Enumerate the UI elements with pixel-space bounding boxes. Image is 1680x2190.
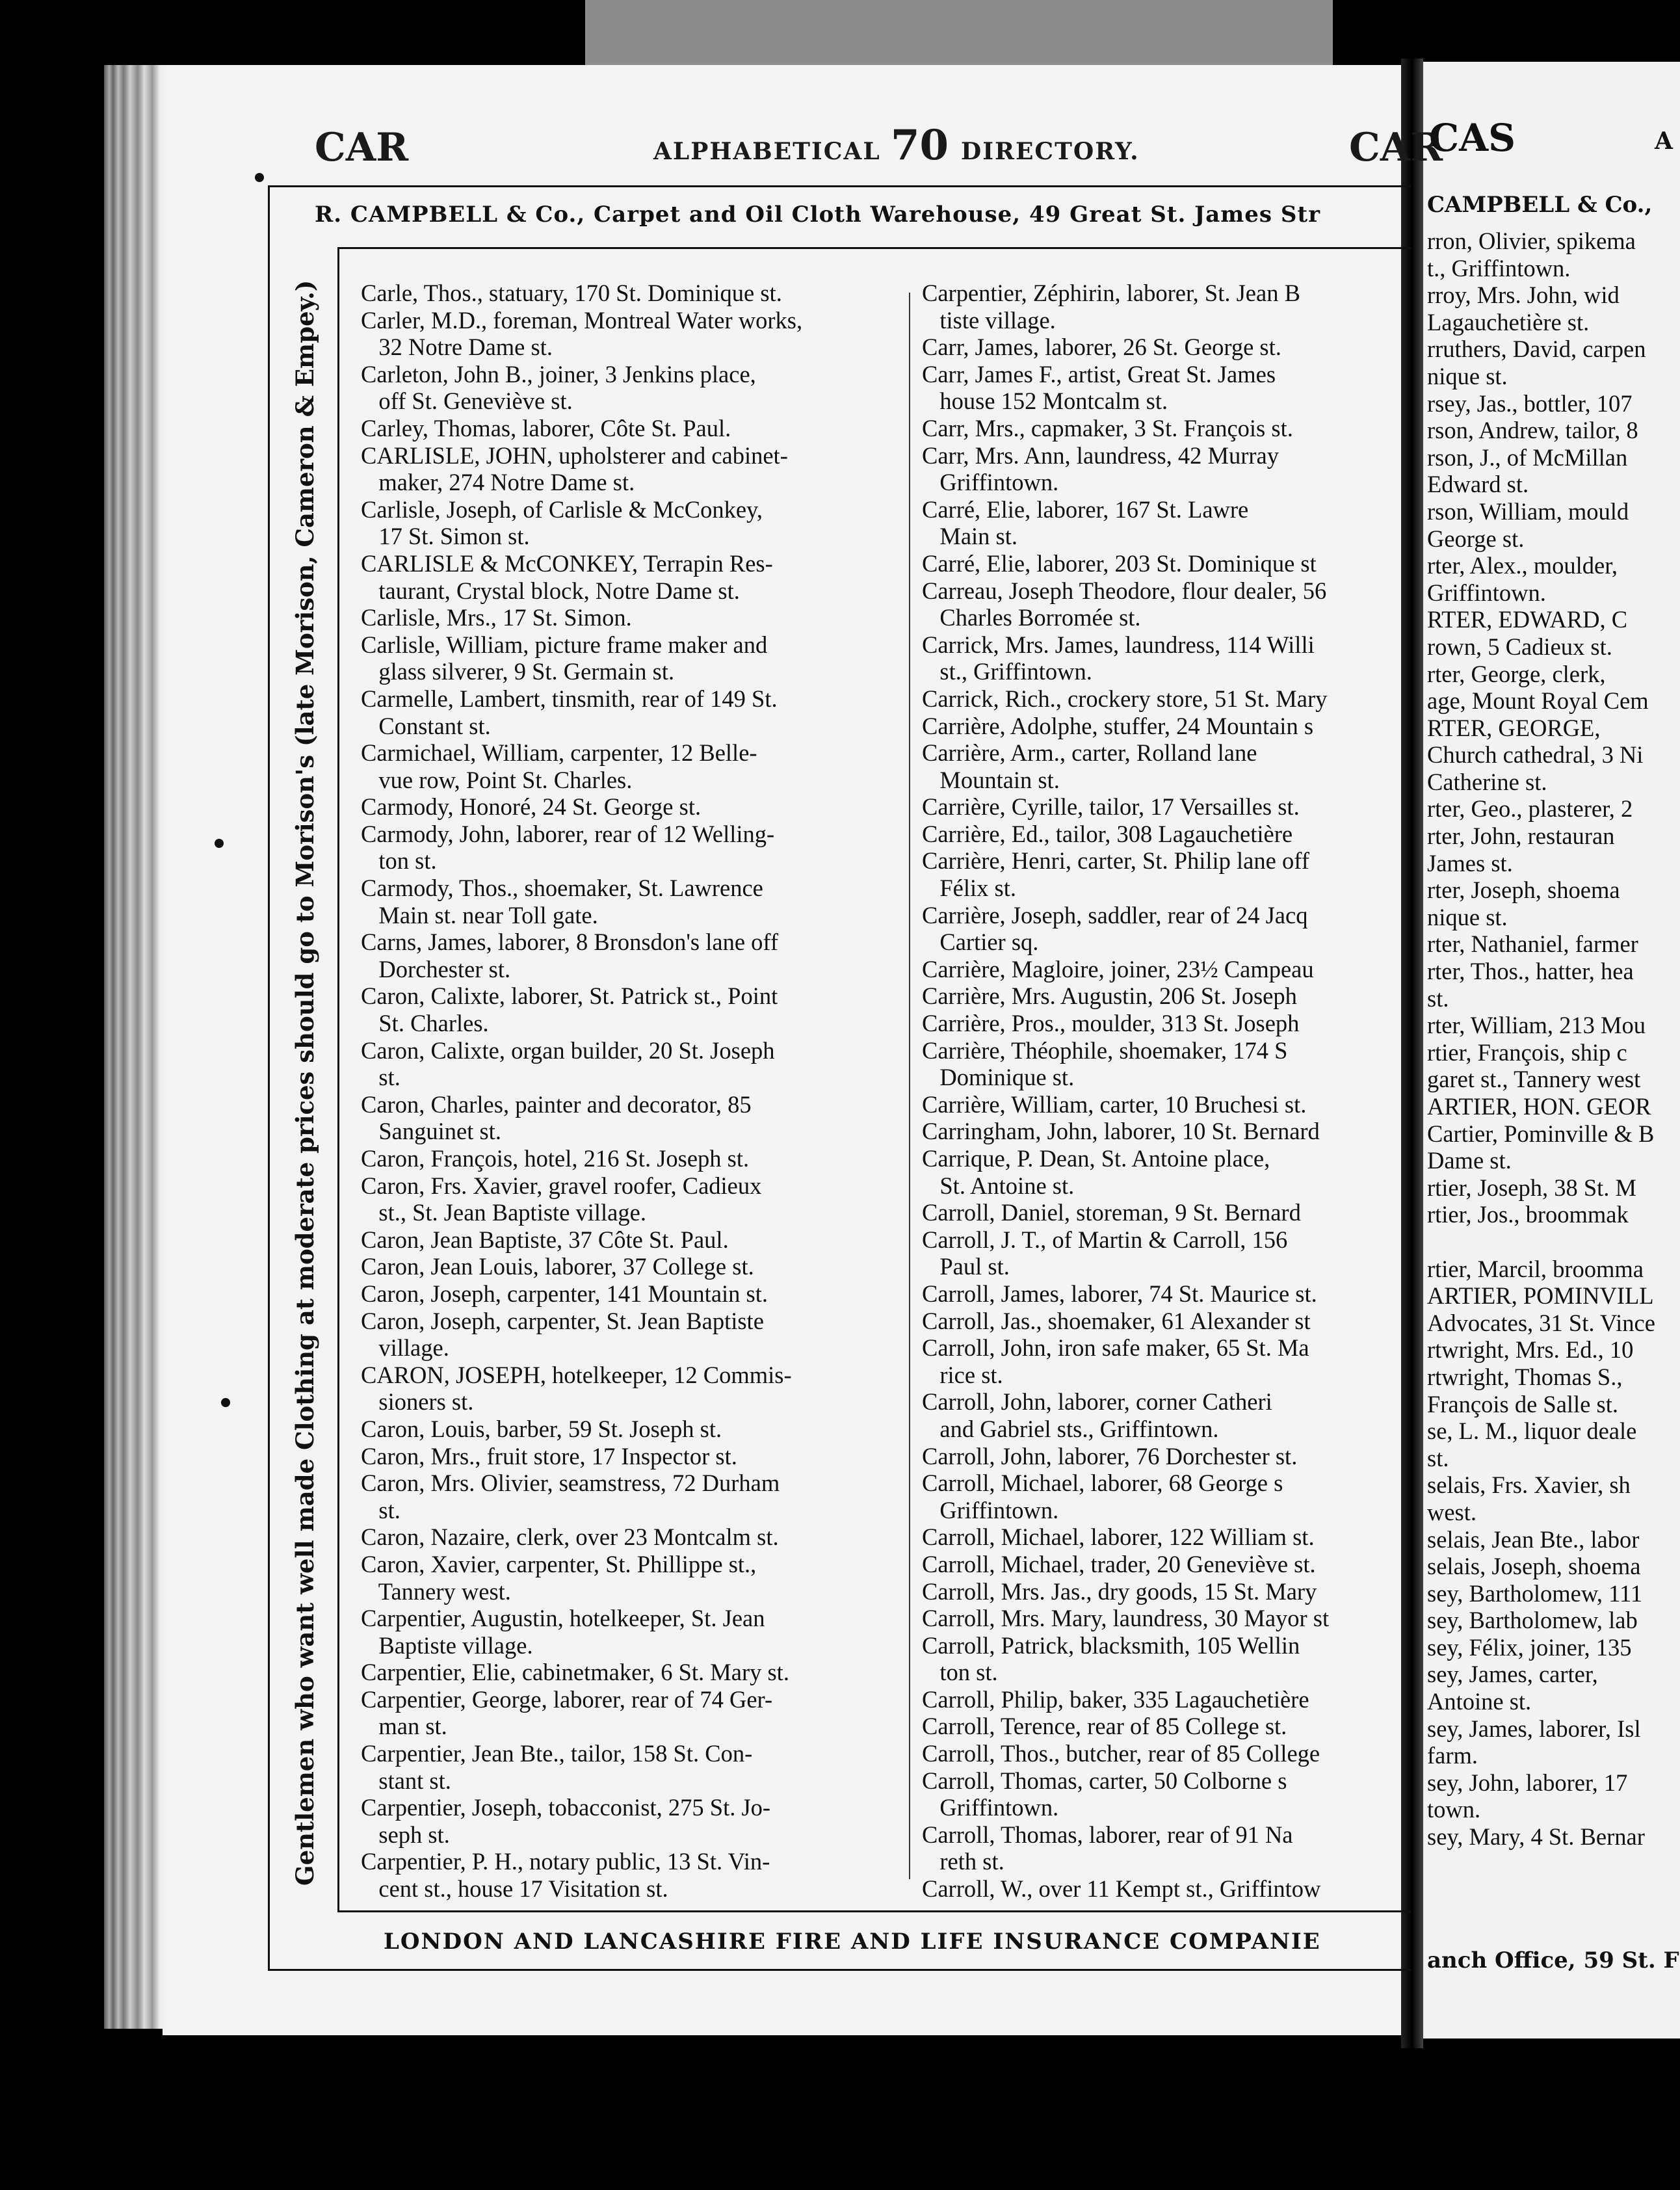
directory-entry-line: rter, Joseph, shoema <box>1427 877 1620 904</box>
directory-entry-line: St. Antoine st. <box>922 1172 1075 1199</box>
directory-entry-line: Carrière, Magloire, joiner, 23½ Campeau <box>922 955 1314 983</box>
directory-entry-line: Carrière, Joseph, saddler, rear of 24 Jacq <box>922 901 1308 929</box>
directory-entry-line: Advocates, 31 St. Vince <box>1427 1309 1655 1336</box>
directory-entry-line: Carler, M.D., foreman, Montreal Water works, <box>361 306 803 334</box>
directory-entry-line: nique st. <box>1427 903 1508 930</box>
directory-entry-line: Félix st. <box>922 875 1017 902</box>
directory-entry-line: Carrière, Arm., carter, Rolland lane <box>922 739 1257 767</box>
directory-entry-line: ton st. <box>922 1659 998 1686</box>
directory-entry-line: west. <box>1427 1498 1477 1525</box>
directory-entry-line: Carrique, P. Dean, St. Antoine place, <box>922 1145 1270 1172</box>
directory-entry-line: Caron, François, hotel, 216 St. Joseph st. <box>361 1145 750 1172</box>
directory-entry-line: Carroll, Daniel, storeman, 9 St. Bernard <box>922 1199 1301 1226</box>
directory-entry-line: Tannery west. <box>361 1577 511 1605</box>
directory-entry-line: tiste village. <box>922 306 1056 334</box>
directory-entry-line: Carroll, Mrs. Mary, laundress, 30 Mayor st <box>922 1605 1330 1632</box>
ink-spot <box>215 839 224 848</box>
directory-entry-line: Griffintown. <box>922 469 1059 496</box>
directory-entry-line: Catherine st. <box>1427 768 1547 795</box>
directory-entry-line: Baptiste village. <box>361 1631 533 1659</box>
directory-entry-line: Carroll, W., over 11 Kempt st., Griffintow <box>922 1875 1321 1903</box>
directory-entry-line: Dorchester st. <box>361 955 511 983</box>
directory-entry-line: Carroll, Thos., butcher, rear of 85 College <box>922 1740 1320 1767</box>
directory-entry-line: Carmelle, Lambert, tinsmith, rear of 149 St. <box>361 685 778 712</box>
directory-entry-line: village. <box>361 1334 449 1362</box>
directory-entry-line: Carrière, Ed., tailor, 308 Lagauchetière <box>922 820 1293 847</box>
directory-entry-line: selais, Jean Bte., labor <box>1427 1525 1640 1553</box>
directory-entry-line: taurant, Crystal block, Notre Dame st. <box>361 577 740 604</box>
directory-entry-line: rruthers, David, carpen <box>1427 336 1646 363</box>
directory-entry-line: rron, Olivier, spikema <box>1427 228 1636 254</box>
directory-entry-line: stant st. <box>361 1767 451 1794</box>
directory-entry-line: Carroll, John, iron safe maker, 65 St. Ma <box>922 1334 1309 1362</box>
right-page-running-head: CAS <box>1429 116 1516 160</box>
directory-entry-line: maker, 274 Notre Dame st. <box>361 469 635 496</box>
directory-entry-line: sey, Mary, 4 St. Bernar <box>1427 1823 1645 1851</box>
directory-entry-line: Carringham, John, laborer, 10 St. Bernard <box>922 1118 1320 1145</box>
directory-entry-line: Carroll, John, laborer, 76 Dorchester st. <box>922 1442 1298 1470</box>
directory-entry-line: Griffintown. <box>1427 579 1546 606</box>
directory-entry-line: Caron, Calixte, organ builder, 20 St. Joseph <box>361 1036 775 1064</box>
directory-column-a <box>361 280 894 1903</box>
directory-entry-line: St. Charles. <box>361 1010 489 1037</box>
directory-entry-line: Carroll, Jas., shoemaker, 61 Alexander st <box>922 1307 1311 1334</box>
directory-entry-line: Carpentier, P. H., notary public, 13 St. Vin- <box>361 1848 770 1875</box>
directory-entry-line: Carpentier, Joseph, tobacconist, 275 St. Jo- <box>361 1794 771 1821</box>
right-page-advertisement: CAMPBELL & Co., <box>1427 192 1653 218</box>
directory-entry-line: rice st. <box>922 1361 1003 1388</box>
directory-entry-line: Carlisle, William, picture frame maker and <box>361 631 768 658</box>
running-head-right: CAR <box>1349 125 1443 170</box>
directory-entry-line: CARLISLE & McCONKEY, Terrapin Res- <box>361 549 773 577</box>
directory-entry-line: Lagauchetière st. <box>1427 308 1590 336</box>
directory-entry-line: rtier, Marcil, broomma <box>1427 1255 1644 1282</box>
directory-entry-line: Carrière, Théophile, shoemaker, 174 S <box>922 1036 1288 1064</box>
directory-entry-line: rsey, Jas., bottler, 107 <box>1427 389 1633 417</box>
directory-entry-line: man st. <box>361 1713 447 1740</box>
directory-entry-line: ton st. <box>361 847 437 875</box>
scan-top-shadow <box>585 0 1333 72</box>
directory-entry-line: Carroll, Mrs. Jas., dry goods, 15 St. Mary <box>922 1577 1317 1605</box>
directory-entry-line: rtier, Joseph, 38 St. M <box>1427 1174 1636 1201</box>
directory-entry-line: RTER, GEORGE, <box>1427 714 1601 741</box>
right-page-bottom-advertisement: anch Office, 59 St. F <box>1427 1947 1679 1973</box>
directory-entry-line: 17 St. Simon st. <box>361 523 530 550</box>
ink-spot <box>255 173 264 182</box>
directory-entry-line: Carré, Elie, laborer, 203 St. Dominique st <box>922 549 1317 577</box>
directory-entry-line: se, L. M., liquor deale <box>1427 1418 1637 1445</box>
directory-entry-line: Carrière, Henri, carter, St. Philip lane off <box>922 847 1309 875</box>
directory-entry-line: Caron, Nazaire, clerk, over 23 Montcalm st. <box>361 1524 779 1551</box>
directory-entry-line: Carlisle, Joseph, of Carlisle & McConkey, <box>361 495 763 523</box>
directory-entry-line: Carr, James F., artist, Great St. James <box>922 360 1276 388</box>
directory-entry-line: Caron, Calixte, laborer, St. Patrick st., Point <box>361 983 778 1010</box>
directory-entry-line: Main st. near Toll gate. <box>361 901 598 929</box>
directory-entry-line: glass silverer, 9 St. Germain st. <box>361 658 675 685</box>
running-head-left: CAR <box>315 125 409 170</box>
directory-entry-line: vue row, Point St. Charles. <box>361 766 633 793</box>
directory-entry-line: farm. <box>1427 1742 1478 1769</box>
directory-entry-line: seph st. <box>361 1821 450 1848</box>
directory-entry-line: nique st. <box>1427 362 1508 389</box>
directory-entry-line: Carle, Thos., statuary, 170 St. Dominique st. <box>361 280 782 306</box>
directory-entry-line: Caron, Charles, painter and decorator, 85 <box>361 1090 752 1118</box>
directory-entry-line: rown, 5 Cadieux st. <box>1427 633 1612 660</box>
directory-entry-line: Carrière, Mrs. Augustin, 206 St. Joseph <box>922 983 1297 1010</box>
right-page-column <box>1427 228 1680 1851</box>
directory-entry-line: Carrière, Adolphe, stuffer, 24 Mountain s <box>922 712 1314 739</box>
directory-entry-line: Cartier, Pominville & B <box>1427 1120 1655 1147</box>
directory-entry-line: Carroll, Thomas, carter, 50 Colborne s <box>922 1767 1287 1794</box>
directory-entry-line: Carmody, John, laborer, rear of 12 Welling- <box>361 820 775 847</box>
directory-entry-line: Sanguinet st. <box>361 1118 501 1145</box>
directory-entry-line: rtier, Jos., broommak <box>1427 1201 1629 1228</box>
directory-entry-line: Carpentier, Elie, cabinetmaker, 6 St. Mary st. <box>361 1659 789 1686</box>
directory-entry-line: Dominique st. <box>922 1064 1075 1091</box>
directory-entry-line: sey, John, laborer, 17 <box>1427 1769 1628 1796</box>
directory-entry-line: ARTIER, POMINVILL <box>1427 1282 1654 1310</box>
directory-entry-line: 32 Notre Dame st. <box>361 334 553 361</box>
directory-entry-line: Carpentier, Jean Bte., tailor, 158 St. Con- <box>361 1740 753 1767</box>
directory-entry-line: rter, Nathaniel, farmer <box>1427 930 1638 958</box>
directory-entry-line: Mountain st. <box>922 766 1060 793</box>
directory-entry-line: Carroll, Michael, trader, 20 Geneviève st. <box>922 1550 1316 1577</box>
directory-entry-line: selais, Frs. Xavier, sh <box>1427 1471 1631 1499</box>
directory-entry-line: st., Griffintown. <box>922 658 1092 685</box>
directory-entry-line: Carrière, William, carter, 10 Bruchesi st. <box>922 1090 1307 1118</box>
directory-entry-line: age, Mount Royal Cem <box>1427 687 1649 715</box>
directory-entry-line: Church cathedral, 3 Ni <box>1427 741 1644 769</box>
directory-entry-line: Carleton, John B., joiner, 3 Jenkins place, <box>361 360 756 388</box>
directory-entry-line: Carley, Thomas, laborer, Côte St. Paul. <box>361 414 731 442</box>
directory-entry-line: rson, J., of McMillan <box>1427 443 1628 471</box>
directory-entry-line: cent st., house 17 Visitation st. <box>361 1875 668 1903</box>
directory-entry-line: Caron, Frs. Xavier, gravel roofer, Cadieux <box>361 1172 762 1199</box>
directory-entry-line: Carpentier, Zéphirin, laborer, St. Jean B <box>922 280 1300 306</box>
directory-entry-line: selais, Joseph, shoema <box>1427 1553 1641 1580</box>
directory-entry-line: st. <box>1427 984 1449 1012</box>
directory-entry-line: Constant st. <box>361 712 491 739</box>
directory-entry-line: Cartier sq. <box>922 929 1039 956</box>
directory-entry-line: Charles Borromée st. <box>922 604 1141 631</box>
ink-spot <box>221 1398 230 1407</box>
directory-entry-line: st., St. Jean Baptiste village. <box>361 1199 646 1226</box>
page-edges <box>104 65 169 2029</box>
directory-entry-line: Carlisle, Mrs., 17 St. Simon. <box>361 604 632 631</box>
side-advertisement: Gentlemen who want well made Clothing at moderate prices should go to Morison's (late Morison, Cameron & Empey.) <box>291 280 319 1886</box>
directory-entry-line: Caron, Jean Baptiste, 37 Côte St. Paul. <box>361 1226 729 1253</box>
directory-entry-line: CARLISLE, JOHN, upholsterer and cabinet- <box>361 442 788 469</box>
directory-entry-line: François de Salle st. <box>1427 1390 1618 1418</box>
directory-entry-line: Carns, James, laborer, 8 Bronsdon's lane off <box>361 929 779 956</box>
directory-entry-line: garet st., Tannery west <box>1427 1066 1641 1093</box>
directory-entry-line: st. <box>361 1064 400 1091</box>
top-advertisement: R. CAMPBELL & Co., Carpet and Oil Cloth Warehouse, 49 Great St. James Str <box>315 202 1321 228</box>
directory-entry-line: Carmichael, William, carpenter, 12 Belle- <box>361 739 757 767</box>
directory-entry-line: rtwright, Mrs. Ed., 10 <box>1427 1336 1634 1364</box>
directory-entry-line: sey, Bartholomew, lab <box>1427 1607 1638 1634</box>
directory-entry-line: rter, Geo., plasterer, 2 <box>1427 795 1633 823</box>
right-page-running-title: A <box>1655 127 1673 155</box>
directory-entry-line: reth st. <box>922 1848 1004 1875</box>
directory-entry-line: Caron, Mrs., fruit store, 17 Inspector st. <box>361 1442 737 1470</box>
directory-entry-line: sioners st. <box>361 1388 474 1416</box>
directory-entry-line: Carroll, Thomas, laborer, rear of 91 Na <box>922 1821 1293 1848</box>
directory-entry-line: Carroll, Patrick, blacksmith, 105 Wellin <box>922 1631 1300 1659</box>
directory-entry-line <box>1427 1228 1680 1256</box>
directory-entry-line: Caron, Joseph, carpenter, 141 Mountain st. <box>361 1280 768 1307</box>
directory-entry-line: sey, Félix, joiner, 135 <box>1427 1633 1632 1661</box>
directory-entry-line: rson, William, mould <box>1427 497 1629 525</box>
directory-entry-line: rter, Thos., hatter, hea <box>1427 958 1634 985</box>
directory-entry-line: rtier, François, ship c <box>1427 1038 1627 1066</box>
directory-entry-line: ARTIER, HON. GEOR <box>1427 1093 1651 1120</box>
directory-entry-line: rter, William, 213 Mou <box>1427 1012 1646 1039</box>
directory-entry-line: Griffintown. <box>922 1794 1059 1821</box>
directory-entry-line: Carrière, Cyrille, tailor, 17 Versailles st. <box>922 793 1300 821</box>
running-title-alphabetical: ALPHABETICAL <box>653 138 881 165</box>
directory-entry-line: Main st. <box>922 523 1018 550</box>
directory-entry-line: Antoine st. <box>1427 1688 1532 1715</box>
directory-entry-line: Carroll, John, laborer, corner Catheri <box>922 1388 1272 1416</box>
running-title-directory: DIRECTORY. <box>961 138 1140 165</box>
directory-entry-line: Carpentier, George, laborer, rear of 74 Ger- <box>361 1685 773 1713</box>
directory-entry-line: rter, Alex., moulder, <box>1427 552 1618 579</box>
directory-entry-line: Carr, Mrs., capmaker, 3 St. François st. <box>922 414 1293 442</box>
directory-entry-line: sey, James, carter, <box>1427 1661 1598 1688</box>
column-divider <box>909 293 910 1879</box>
directory-entry-line: CARON, JOSEPH, hotelkeeper, 12 Commis- <box>361 1361 792 1388</box>
directory-entry-line: Carroll, J. T., of Martin & Carroll, 156 <box>922 1226 1288 1253</box>
directory-entry-line: Edward st. <box>1427 471 1529 498</box>
directory-entry-line: Carr, Mrs. Ann, laundress, 42 Murray <box>922 442 1279 469</box>
page-number: 70 <box>891 121 949 170</box>
directory-entry-line: Carroll, James, laborer, 74 St. Maurice st. <box>922 1280 1317 1307</box>
directory-entry-line: Carmody, Honoré, 24 St. George st. <box>361 793 702 821</box>
directory-entry-line: Carroll, Terence, rear of 85 College st. <box>922 1713 1287 1740</box>
directory-entry-line: Carrière, Pros., moulder, 313 St. Joseph <box>922 1010 1300 1037</box>
directory-entry-line: rter, John, restauran <box>1427 823 1615 850</box>
bottom-advertisement: LONDON AND LANCASHIRE FIRE AND LIFE INSURANCE COMPANIE <box>384 1929 1321 1955</box>
directory-entry-line: Carroll, Michael, laborer, 68 George s <box>922 1470 1283 1497</box>
directory-entry-line: st. <box>361 1496 400 1524</box>
directory-entry-line: Carroll, Michael, laborer, 122 William st. <box>922 1524 1315 1551</box>
directory-entry-line: town. <box>1427 1796 1481 1823</box>
directory-entry-line: RTER, EDWARD, C <box>1427 606 1628 633</box>
directory-entry-line: Carreau, Joseph Theodore, flour dealer, 56 <box>922 577 1327 604</box>
directory-entry-line: James st. <box>1427 849 1513 877</box>
directory-entry-line: rroy, Mrs. John, wid <box>1427 282 1620 309</box>
directory-entry-line: rtwright, Thomas S., <box>1427 1363 1623 1390</box>
directory-entry-line: Caron, Louis, barber, 59 St. Joseph st. <box>361 1415 722 1442</box>
directory-entry-line: Caron, Mrs. Olivier, seamstress, 72 Durham <box>361 1470 780 1497</box>
directory-entry-line: Carpentier, Augustin, hotelkeeper, St. Jean <box>361 1605 765 1632</box>
directory-entry-line: rson, Andrew, tailor, 8 <box>1427 417 1638 444</box>
directory-entry-line: and Gabriel sts., Griffintown. <box>922 1415 1219 1442</box>
directory-entry-line: Griffintown. <box>922 1496 1059 1524</box>
directory-entry-line: Carré, Elie, laborer, 167 St. Lawre <box>922 495 1249 523</box>
directory-entry-line: Caron, Xavier, carpenter, St. Phillippe st., <box>361 1550 757 1577</box>
directory-entry-line: st. <box>1427 1444 1449 1471</box>
directory-entry-line: Carmody, Thos., shoemaker, St. Lawrence <box>361 875 763 902</box>
directory-entry-line: Carroll, Philip, baker, 335 Lagauchetière <box>922 1685 1309 1713</box>
directory-entry-line: George st. <box>1427 525 1525 552</box>
directory-entry-line: Paul st. <box>922 1253 1010 1280</box>
directory-entry-line: Carrick, Mrs. James, laundress, 114 Willi <box>922 631 1315 658</box>
directory-entry-line: off St. Geneviève st. <box>361 388 573 415</box>
directory-entry-line: t., Griffintown. <box>1427 254 1571 282</box>
directory-entry-line: Caron, Jean Louis, laborer, 37 College st. <box>361 1253 754 1280</box>
directory-entry-line: rter, George, clerk, <box>1427 660 1606 687</box>
directory-entry-line: sey, Bartholomew, 111 <box>1427 1579 1643 1607</box>
directory-entry-line: Carrick, Rich., crockery store, 51 St. Mary <box>922 685 1328 712</box>
directory-entry-line: Caron, Joseph, carpenter, St. Jean Baptiste <box>361 1307 764 1334</box>
directory-column-b <box>922 280 1403 1903</box>
directory-entry-line: house 152 Montcalm st. <box>922 388 1168 415</box>
directory-entry-line: Carr, James, laborer, 26 St. George st. <box>922 334 1281 361</box>
directory-entry-line: sey, James, laborer, Isl <box>1427 1715 1641 1742</box>
directory-entry-line: Dame st. <box>1427 1147 1512 1174</box>
